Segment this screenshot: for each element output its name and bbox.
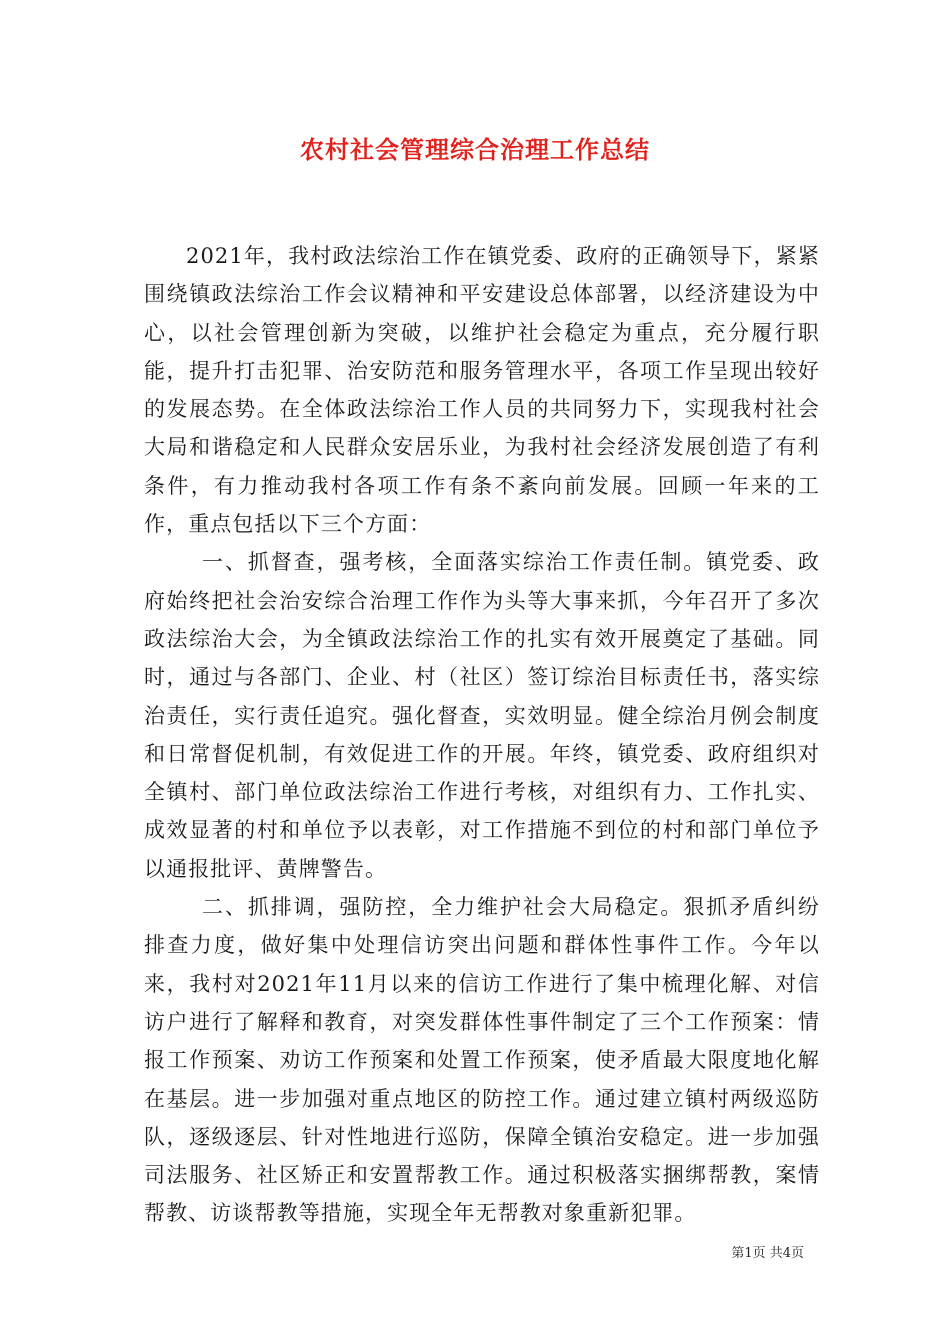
document-title: 农村社会管理综合治理工作总结	[300, 135, 650, 164]
paragraph-section-2: 二、抓排调，强防控，全力维护社会大局稳定。狠抓矛盾纠纷排查力度，做好集中处理信访突出问题和群体性事件工作。今年以来，我村对2021年11月以来的信访工作进行了集中梳理化解、对信访户进行了解释和教育，对突发群体性事件制定了三个工作预案：情报工作预案、劝访工作预案和处置工作预案，使矛盾最大限度地化解在基层。进一步加强对重点地区的防控工作。通过建立镇村两级巡防队，逐级逐层、针对性地进行巡防，保障全镇治安稳定。进一步加强司法服务、社区矫正和安置帮教工作。通过积极落实捆绑帮教，案情帮教、访谈帮教等措施，实现全年无帮教对象重新犯罪。	[144, 895, 820, 1226]
paragraph-section-1: 一、抓督查，强考核，全面落实综治工作责任制。镇党委、政府始终把社会治安综合治理工作作为头等大事来抓，今年召开了多次政法综治大会，为全镇政法综治工作的扎实有效开展奠定了基础。同时，通过与各部门、企业、村（社区）签订综治目标责任书，落实综治责任，实行责任追究。强化督查，实效明显。健全综治月例会制度和日常督促机制，有效促进工作的开展。年终，镇党委、政府组织对全镇村、部门单位政法综治工作进行考核，对组织有力、工作扎实、成效显著的村和单位予以表彰，对工作措施不到位的村和部门单位予以通报批评、黄牌警告。	[144, 550, 820, 881]
paragraph-intro: 2021年，我村政法综治工作在镇党委、政府的正确领导下，紧紧围绕镇政法综治工作会议精神和平安建设总体部署，以经济建设为中心，以社会管理创新为突破，以维护社会稳定为重点，充分履行职能，提升打击犯罪、治安防范和服务管理水平，各项工作呈现出较好的发展态势。在全体政法综治工作人员的共同努力下，实现我村社会大局和谐稳定和人民群众安居乐业，为我村社会经济发展创造了有利条件，有力推动我村各项工作有条不紊向前发展。回顾一年来的工作，重点包括以下三个方面：	[144, 244, 820, 537]
document-body	[144, 237, 820, 1233]
page-number-footer: 第1页 共4页	[731, 1246, 804, 1261]
